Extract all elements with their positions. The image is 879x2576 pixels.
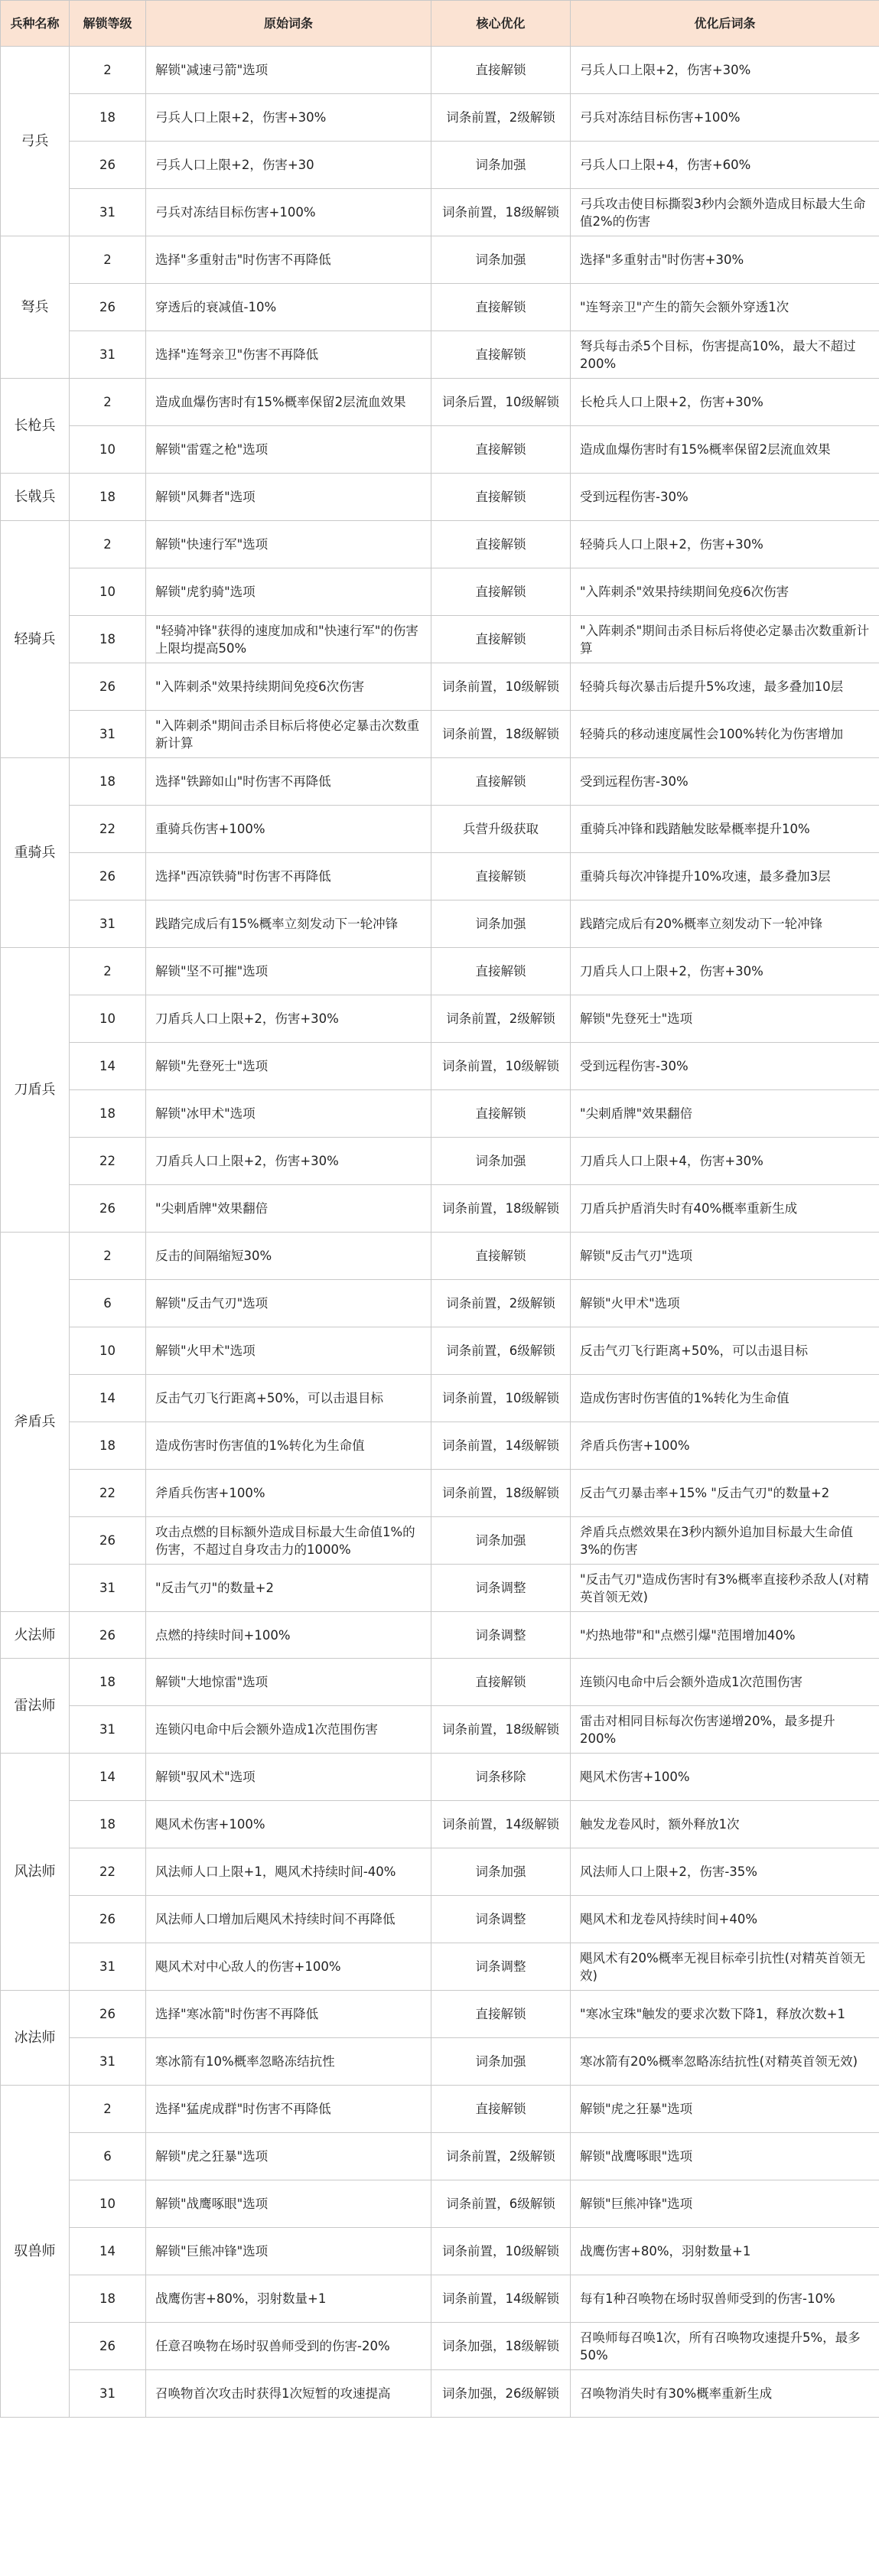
table-row (1, 853, 879, 900)
unlock-level-cell: 10 (70, 1327, 146, 1375)
unlock-level-cell: 2 (70, 521, 146, 568)
original-entry-cell: 攻击点燃的目标额外造成目标最大生命值1%的伤害，不超过自身攻击力的1000% (146, 1517, 431, 1565)
table-row (1, 142, 879, 189)
unit-name-cell: 长枪兵 (1, 379, 70, 474)
core-optimization-cell: 词条前置，6级解锁 (431, 1327, 571, 1375)
original-entry-cell: 风法师人口上限+1，飓风术持续时间-40% (146, 1848, 431, 1896)
unlock-level-cell: 2 (70, 948, 146, 995)
unlock-level-cell: 31 (70, 189, 146, 236)
original-entry-cell: "入阵刺杀"期间击杀目标后将使必定暴击次数重新计算 (146, 711, 431, 758)
unlock-level-cell: 10 (70, 2180, 146, 2228)
unit-name-cell: 雷法师 (1, 1659, 70, 1754)
original-entry-cell: 解锁"战鹰啄眼"选项 (146, 2180, 431, 2228)
table-row (1, 474, 879, 521)
optimized-entry-cell: 弓兵人口上限+4，伤害+60% (571, 142, 879, 189)
optimized-entry-cell: 解锁"火甲术"选项 (571, 1280, 879, 1327)
optimized-entry-cell: 触发龙卷风时，额外释放1次 (571, 1801, 879, 1848)
optimized-entry-cell: 轻骑兵的移动速度属性会100%转化为伤害增加 (571, 711, 879, 758)
table-row (1, 2038, 879, 2086)
optimized-entry-cell: 斧盾兵点燃效果在3秒内额外追加目标最大生命值3%的伤害 (571, 1517, 879, 1565)
core-optimization-cell: 词条前置，10级解锁 (431, 1375, 571, 1422)
core-optimization-cell: 词条前置，10级解锁 (431, 2228, 571, 2275)
core-optimization-cell: 直接解锁 (431, 948, 571, 995)
unit-name-cell: 风法师 (1, 1754, 70, 1991)
unlock-level-cell: 10 (70, 426, 146, 474)
optimized-entry-cell: 轻骑兵人口上限+2，伤害+30% (571, 521, 879, 568)
original-entry-cell: 解锁"坚不可摧"选项 (146, 948, 431, 995)
table-row (1, 758, 879, 806)
optimized-entry-cell: 解锁"先登死士"选项 (571, 995, 879, 1043)
original-entry-cell: 造成伤害时伤害值的1%转化为生命值 (146, 1422, 431, 1470)
original-entry-cell: 解锁"快速行军"选项 (146, 521, 431, 568)
unlock-level-cell: 14 (70, 1754, 146, 1801)
core-optimization-cell: 词条加强 (431, 1848, 571, 1896)
optimized-entry-cell: 长枪兵人口上限+2，伤害+30% (571, 379, 879, 426)
core-optimization-cell: 直接解锁 (431, 47, 571, 94)
core-optimization-cell: 词条后置，10级解锁 (431, 379, 571, 426)
original-entry-cell: 选择"多重射击"时伤害不再降低 (146, 236, 431, 284)
optimized-entry-cell: "尖刺盾牌"效果翻倍 (571, 1090, 879, 1138)
original-entry-cell: 解锁"反击气刃"选项 (146, 1280, 431, 1327)
unlock-level-cell: 26 (70, 1185, 146, 1233)
original-entry-cell: 解锁"先登死士"选项 (146, 1043, 431, 1090)
table-row (1, 1233, 879, 1280)
core-optimization-cell: 直接解锁 (431, 331, 571, 379)
unit-name-cell: 斧盾兵 (1, 1233, 70, 1612)
core-optimization-cell: 直接解锁 (431, 758, 571, 806)
optimized-entry-cell: 受到远程伤害-30% (571, 1043, 879, 1090)
header-unlock-level: 解锁等级 (70, 1, 146, 47)
optimized-entry-cell: 飓风术有20%概率无视目标牵引抗性(对精英首领无效) (571, 1943, 879, 1991)
unlock-level-cell: 31 (70, 1943, 146, 1991)
table-row (1, 2228, 879, 2275)
table-row (1, 900, 879, 948)
core-optimization-cell: 词条前置，18级解锁 (431, 1470, 571, 1517)
table-row (1, 1565, 879, 1612)
unlock-level-cell: 2 (70, 1233, 146, 1280)
unlock-level-cell: 6 (70, 2133, 146, 2180)
unlock-level-cell: 18 (70, 2275, 146, 2323)
optimized-entry-cell: "灼热地带"和"点燃引爆"范围增加40% (571, 1612, 879, 1659)
unlock-level-cell: 31 (70, 2370, 146, 2418)
unlock-level-cell: 6 (70, 1280, 146, 1327)
table-row (1, 426, 879, 474)
unlock-level-cell: 31 (70, 2038, 146, 2086)
header-original-entry: 原始词条 (146, 1, 431, 47)
table-row (1, 711, 879, 758)
optimized-entry-cell: 解锁"反击气刃"选项 (571, 1233, 879, 1280)
optimized-entry-cell: 刀盾兵人口上限+2，伤害+30% (571, 948, 879, 995)
table-row (1, 1185, 879, 1233)
unlock-level-cell: 22 (70, 806, 146, 853)
core-optimization-cell: 词条移除 (431, 1754, 571, 1801)
core-optimization-cell: 词条调整 (431, 1943, 571, 1991)
unlock-level-cell: 22 (70, 1470, 146, 1517)
core-optimization-cell: 直接解锁 (431, 1090, 571, 1138)
unlock-level-cell: 26 (70, 1991, 146, 2038)
core-optimization-cell: 词条前置，14级解锁 (431, 1422, 571, 1470)
table-row (1, 1706, 879, 1754)
core-optimization-cell: 词条加强 (431, 142, 571, 189)
table-row (1, 1043, 879, 1090)
core-optimization-cell: 词条加强 (431, 1517, 571, 1565)
optimized-entry-cell: 召唤师每召唤1次，所有召唤物攻速提升5%，最多50% (571, 2323, 879, 2370)
core-optimization-cell: 词条前置，18级解锁 (431, 189, 571, 236)
table-row (1, 1801, 879, 1848)
table-row (1, 948, 879, 995)
optimized-entry-cell: 飓风术和龙卷风持续时间+40% (571, 1896, 879, 1943)
table-row (1, 2086, 879, 2133)
table-row (1, 47, 879, 94)
table-row (1, 995, 879, 1043)
optimized-entry-cell: "入阵刺杀"期间击杀目标后将使必定暴击次数重新计算 (571, 616, 879, 663)
table-body (1, 47, 879, 2418)
core-optimization-cell: 词条前置，18级解锁 (431, 711, 571, 758)
optimized-entry-cell: "入阵刺杀"效果持续期间免疫6次伤害 (571, 568, 879, 616)
original-entry-cell: 弓兵对冻结目标伤害+100% (146, 189, 431, 236)
table-row (1, 568, 879, 616)
optimized-entry-cell: 造成血爆伤害时有15%概率保留2层流血效果 (571, 426, 879, 474)
original-entry-cell: 解锁"风舞者"选项 (146, 474, 431, 521)
unit-name-cell: 火法师 (1, 1612, 70, 1659)
optimized-entry-cell: 重骑兵冲锋和践踏触发眩晕概率提升10% (571, 806, 879, 853)
original-entry-cell: "轻骑冲锋"获得的速度加成和"快速行军"的伤害上限均提高50% (146, 616, 431, 663)
table-row (1, 1470, 879, 1517)
table-row (1, 1659, 879, 1706)
table-row (1, 616, 879, 663)
original-entry-cell: "尖刺盾牌"效果翻倍 (146, 1185, 431, 1233)
original-entry-cell: 反击气刃飞行距离+50%，可以击退目标 (146, 1375, 431, 1422)
optimized-entry-cell: 反击气刃暴击率+15% "反击气刃"的数量+2 (571, 1470, 879, 1517)
core-optimization-cell: 词条调整 (431, 1565, 571, 1612)
table-row (1, 521, 879, 568)
core-optimization-cell: 直接解锁 (431, 521, 571, 568)
optimized-entry-cell: 轻骑兵每次暴击后提升5%攻速，最多叠加10层 (571, 663, 879, 711)
original-entry-cell: 召唤物首次攻击时获得1次短暂的攻速提高 (146, 2370, 431, 2418)
optimized-entry-cell: 召唤物消失时有30%概率重新生成 (571, 2370, 879, 2418)
table-row (1, 1138, 879, 1185)
optimized-entry-cell: 受到远程伤害-30% (571, 758, 879, 806)
core-optimization-cell: 直接解锁 (431, 616, 571, 663)
table-row (1, 2180, 879, 2228)
optimized-entry-cell: 解锁"战鹰啄眼"选项 (571, 2133, 879, 2180)
unlock-level-cell: 14 (70, 1043, 146, 1090)
core-optimization-cell: 词条前置，10级解锁 (431, 1043, 571, 1090)
core-optimization-cell: 词条加强，26级解锁 (431, 2370, 571, 2418)
unit-name-cell: 弩兵 (1, 236, 70, 379)
unlock-level-cell: 2 (70, 236, 146, 284)
unlock-level-cell: 14 (70, 2228, 146, 2275)
original-entry-cell: 点燃的持续时间+100% (146, 1612, 431, 1659)
unlock-level-cell: 26 (70, 284, 146, 331)
table-row (1, 1991, 879, 2038)
core-optimization-cell: 词条前置，14级解锁 (431, 1801, 571, 1848)
unlock-level-cell: 2 (70, 47, 146, 94)
original-entry-cell: "入阵刺杀"效果持续期间免疫6次伤害 (146, 663, 431, 711)
optimized-entry-cell: 造成伤害时伤害值的1%转化为生命值 (571, 1375, 879, 1422)
table-row (1, 1280, 879, 1327)
core-optimization-cell: 直接解锁 (431, 1659, 571, 1706)
optimized-entry-cell: 连锁闪电命中后会额外造成1次范围伤害 (571, 1659, 879, 1706)
original-entry-cell: "反击气刃"的数量+2 (146, 1565, 431, 1612)
core-optimization-cell: 直接解锁 (431, 284, 571, 331)
unit-name-cell: 驭兽师 (1, 2086, 70, 2418)
core-optimization-cell: 词条调整 (431, 1612, 571, 1659)
core-optimization-cell: 词条前置，18级解锁 (431, 1706, 571, 1754)
unlock-level-cell: 26 (70, 2323, 146, 2370)
core-optimization-cell: 兵营升级获取 (431, 806, 571, 853)
table-row (1, 284, 879, 331)
table-row (1, 2370, 879, 2418)
optimized-entry-cell: 每有1种召唤物在场时驭兽师受到的伤害-10% (571, 2275, 879, 2323)
original-entry-cell: 弓兵人口上限+2，伤害+30% (146, 94, 431, 142)
core-optimization-cell: 词条前置，14级解锁 (431, 2275, 571, 2323)
table-row (1, 1612, 879, 1659)
table-row (1, 1375, 879, 1422)
optimized-entry-cell: 弓兵攻击使目标撕裂3秒内会额外造成目标最大生命值2%的伤害 (571, 189, 879, 236)
core-optimization-cell: 词条加强 (431, 1138, 571, 1185)
unit-name-cell: 轻骑兵 (1, 521, 70, 758)
original-entry-cell: 解锁"虎之狂暴"选项 (146, 2133, 431, 2180)
optimized-entry-cell: 弓兵人口上限+2，伤害+30% (571, 47, 879, 94)
optimized-entry-cell: 刀盾兵人口上限+4，伤害+30% (571, 1138, 879, 1185)
unlock-level-cell: 18 (70, 474, 146, 521)
core-optimization-cell: 词条前置，2级解锁 (431, 995, 571, 1043)
table-row (1, 1327, 879, 1375)
original-entry-cell: 战鹰伤害+80%，羽射数量+1 (146, 2275, 431, 2323)
table-row (1, 663, 879, 711)
unlock-level-cell: 26 (70, 1517, 146, 1565)
original-entry-cell: 穿透后的衰减值-10% (146, 284, 431, 331)
original-entry-cell: 选择"西凉铁骑"时伤害不再降低 (146, 853, 431, 900)
original-entry-cell: 刀盾兵人口上限+2，伤害+30% (146, 1138, 431, 1185)
optimized-entry-cell: 寒冰箭有20%概率忽略冻结抗性(对精英首领无效) (571, 2038, 879, 2086)
unlock-level-cell: 31 (70, 331, 146, 379)
core-optimization-cell: 词条前置，10级解锁 (431, 663, 571, 711)
original-entry-cell: 选择"铁蹄如山"时伤害不再降低 (146, 758, 431, 806)
optimized-entry-cell: 斧盾兵伤害+100% (571, 1422, 879, 1470)
core-optimization-cell: 直接解锁 (431, 568, 571, 616)
optimized-entry-cell: 弩兵每击杀5个目标，伤害提高10%，最大不超过200% (571, 331, 879, 379)
core-optimization-cell: 直接解锁 (431, 474, 571, 521)
table-row (1, 1754, 879, 1801)
table-row (1, 94, 879, 142)
header-unit-name: 兵种名称 (1, 1, 70, 47)
unit-name-cell: 刀盾兵 (1, 948, 70, 1233)
core-optimization-cell: 词条加强 (431, 236, 571, 284)
unlock-level-cell: 14 (70, 1375, 146, 1422)
core-optimization-cell: 直接解锁 (431, 853, 571, 900)
optimized-entry-cell: 弓兵对冻结目标伤害+100% (571, 94, 879, 142)
unlock-level-cell: 26 (70, 663, 146, 711)
unlock-level-cell: 31 (70, 900, 146, 948)
core-optimization-cell: 词条前置，2级解锁 (431, 1280, 571, 1327)
core-optimization-cell: 直接解锁 (431, 2086, 571, 2133)
original-entry-cell: 解锁"雷霆之枪"选项 (146, 426, 431, 474)
unit-name-cell: 长戟兵 (1, 474, 70, 521)
optimized-entry-cell: "寒冰宝珠"触发的要求次数下降1，释放次数+1 (571, 1991, 879, 2038)
original-entry-cell: 解锁"火甲术"选项 (146, 1327, 431, 1375)
unlock-level-cell: 26 (70, 853, 146, 900)
table-row (1, 806, 879, 853)
unlock-level-cell: 22 (70, 1848, 146, 1896)
core-optimization-cell: 词条前置，6级解锁 (431, 2180, 571, 2228)
original-entry-cell: 飓风术对中心敌人的伤害+100% (146, 1943, 431, 1991)
original-entry-cell: 弓兵人口上限+2，伤害+30 (146, 142, 431, 189)
original-entry-cell: 选择"猛虎成群"时伤害不再降低 (146, 2086, 431, 2133)
unit-name-cell: 弓兵 (1, 47, 70, 236)
original-entry-cell: 选择"连弩亲卫"伤害不再降低 (146, 331, 431, 379)
table-row (1, 1517, 879, 1565)
table-row (1, 1848, 879, 1896)
original-entry-cell: 刀盾兵人口上限+2，伤害+30% (146, 995, 431, 1043)
table-row (1, 379, 879, 426)
unit-name-cell: 冰法师 (1, 1991, 70, 2086)
original-entry-cell: 飓风术伤害+100% (146, 1801, 431, 1848)
unlock-level-cell: 18 (70, 1090, 146, 1138)
header-optimized-entry: 优化后词条 (571, 1, 879, 47)
unlock-level-cell: 26 (70, 1612, 146, 1659)
core-optimization-cell: 直接解锁 (431, 1233, 571, 1280)
original-entry-cell: 解锁"驭风术"选项 (146, 1754, 431, 1801)
core-optimization-cell: 词条加强 (431, 2038, 571, 2086)
table-row (1, 331, 879, 379)
unlock-level-cell: 2 (70, 379, 146, 426)
original-entry-cell: 践踏完成后有15%概率立刻发动下一轮冲锋 (146, 900, 431, 948)
unlock-level-cell: 31 (70, 711, 146, 758)
unlock-level-cell: 18 (70, 758, 146, 806)
unlock-level-cell: 18 (70, 1659, 146, 1706)
unlock-level-cell: 26 (70, 142, 146, 189)
original-entry-cell: 重骑兵伤害+100% (146, 806, 431, 853)
header-core-optimization: 核心优化 (431, 1, 571, 47)
optimized-entry-cell: "连弩亲卫"产生的箭矢会额外穿透1次 (571, 284, 879, 331)
optimized-entry-cell: 刀盾兵护盾消失时有40%概率重新生成 (571, 1185, 879, 1233)
unlock-level-cell: 22 (70, 1138, 146, 1185)
optimized-entry-cell: 践踏完成后有20%概率立刻发动下一轮冲锋 (571, 900, 879, 948)
unlock-level-cell: 31 (70, 1565, 146, 1612)
core-optimization-cell: 词条加强 (431, 900, 571, 948)
original-entry-cell: 选择"寒冰箭"时伤害不再降低 (146, 1991, 431, 2038)
core-optimization-cell: 词条前置，2级解锁 (431, 2133, 571, 2180)
unit-name-cell: 重骑兵 (1, 758, 70, 948)
table-row (1, 2323, 879, 2370)
original-entry-cell: 解锁"大地惊雷"选项 (146, 1659, 431, 1706)
table-row (1, 189, 879, 236)
header-row (1, 1, 879, 47)
core-optimization-cell: 词条调整 (431, 1896, 571, 1943)
original-entry-cell: 斧盾兵伤害+100% (146, 1470, 431, 1517)
core-optimization-cell: 词条前置，18级解锁 (431, 1185, 571, 1233)
original-entry-cell: 造成血爆伤害时有15%概率保留2层流血效果 (146, 379, 431, 426)
table-row (1, 1943, 879, 1991)
optimized-entry-cell: "反击气刃"造成伤害时有3%概率直接秒杀敌人(对精英首领无效) (571, 1565, 879, 1612)
table-row (1, 1422, 879, 1470)
optimized-entry-cell: 解锁"虎之狂暴"选项 (571, 2086, 879, 2133)
optimized-entry-cell: 反击气刃飞行距离+50%，可以击退目标 (571, 1327, 879, 1375)
core-optimization-cell: 直接解锁 (431, 426, 571, 474)
table-row (1, 2275, 879, 2323)
core-optimization-cell: 词条前置，2级解锁 (431, 94, 571, 142)
unlock-level-cell: 18 (70, 1801, 146, 1848)
core-optimization-cell: 词条加强，18级解锁 (431, 2323, 571, 2370)
optimized-entry-cell: 选择"多重射击"时伤害+30% (571, 236, 879, 284)
optimized-entry-cell: 战鹰伤害+80%，羽射数量+1 (571, 2228, 879, 2275)
table-row (1, 236, 879, 284)
table-row (1, 1090, 879, 1138)
unlock-level-cell: 31 (70, 1706, 146, 1754)
optimized-entry-cell: 飓风术伤害+100% (571, 1754, 879, 1801)
table-row (1, 1896, 879, 1943)
original-entry-cell: 寒冰箭有10%概率忽略冻结抗性 (146, 2038, 431, 2086)
unlock-level-cell: 18 (70, 94, 146, 142)
unlock-level-cell: 10 (70, 568, 146, 616)
original-entry-cell: 解锁"巨熊冲锋"选项 (146, 2228, 431, 2275)
original-entry-cell: 解锁"虎豹骑"选项 (146, 568, 431, 616)
unlock-level-cell: 2 (70, 2086, 146, 2133)
original-entry-cell: 连锁闪电命中后会额外造成1次范围伤害 (146, 1706, 431, 1754)
optimized-entry-cell: 重骑兵每次冲锋提升10%攻速，最多叠加3层 (571, 853, 879, 900)
core-optimization-cell: 直接解锁 (431, 1991, 571, 2038)
original-entry-cell: 风法师人口增加后飓风术持续时间不再降低 (146, 1896, 431, 1943)
original-entry-cell: 任意召唤物在场时驭兽师受到的伤害-20% (146, 2323, 431, 2370)
optimized-entry-cell: 解锁"巨熊冲锋"选项 (571, 2180, 879, 2228)
original-entry-cell: 反击的间隔缩短30% (146, 1233, 431, 1280)
unlock-level-cell: 10 (70, 995, 146, 1043)
unlock-level-cell: 18 (70, 616, 146, 663)
unlock-level-cell: 18 (70, 1422, 146, 1470)
optimized-entry-cell: 雷击对相同目标每次伤害递增20%，最多提升200% (571, 1706, 879, 1754)
table-row (1, 2133, 879, 2180)
unlock-level-cell: 26 (70, 1896, 146, 1943)
original-entry-cell: 解锁"减速弓箭"选项 (146, 47, 431, 94)
original-entry-cell: 解锁"冰甲术"选项 (146, 1090, 431, 1138)
optimized-entry-cell: 受到远程伤害-30% (571, 474, 879, 521)
optimized-entry-cell: 风法师人口上限+2，伤害-35% (571, 1848, 879, 1896)
